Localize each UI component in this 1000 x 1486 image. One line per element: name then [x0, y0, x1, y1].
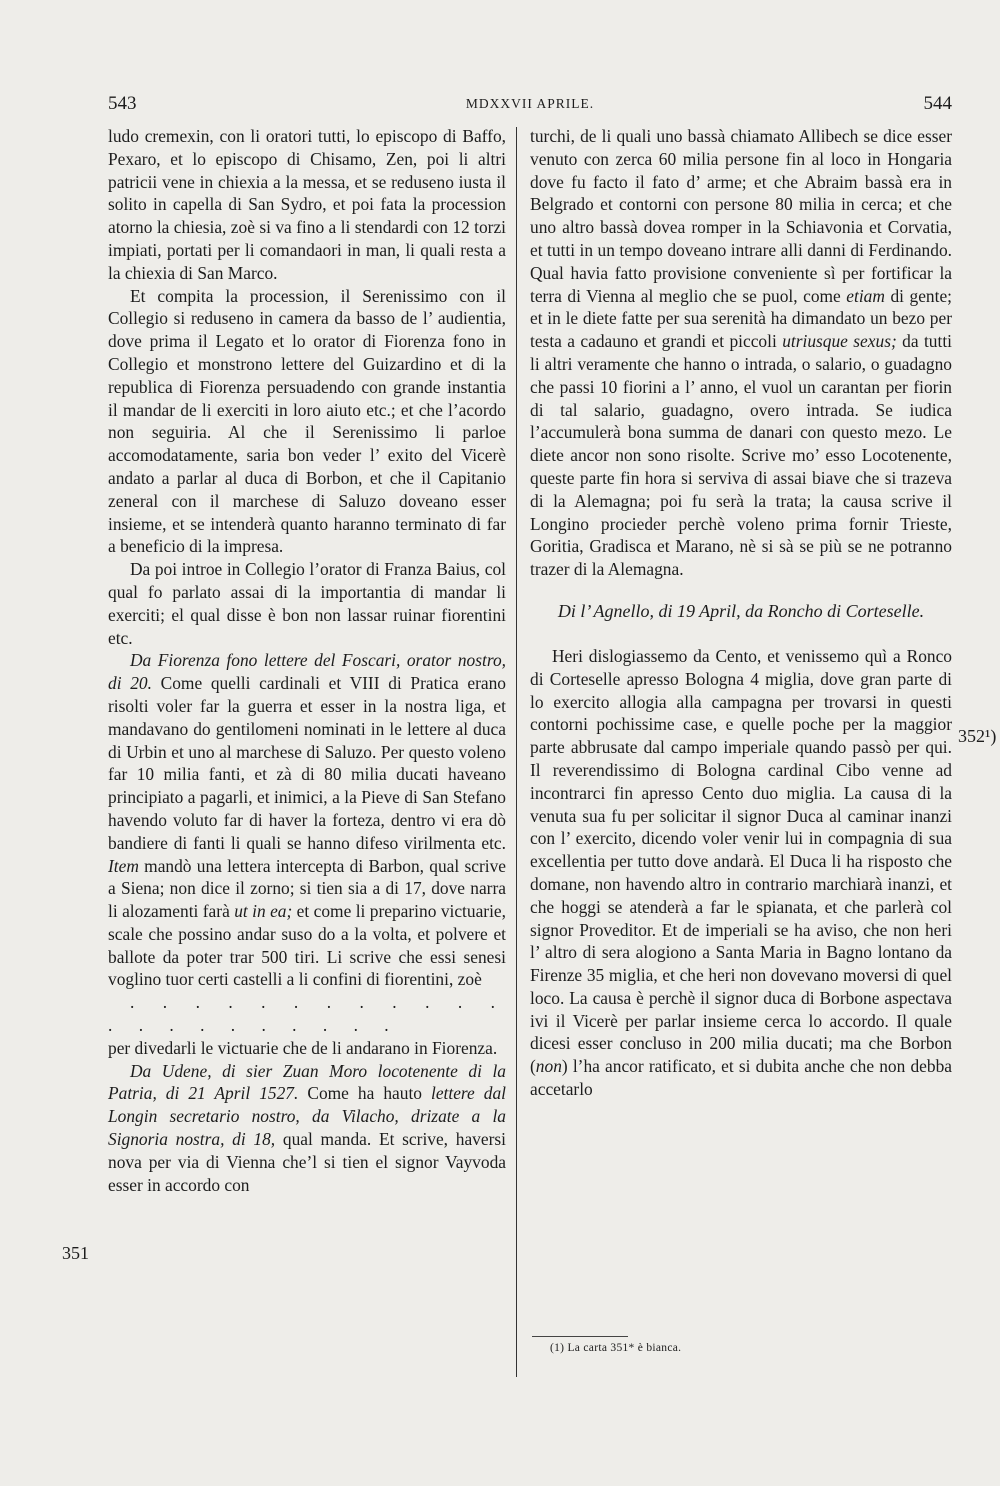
ellipsis-dots: . . . . . . . . . . . . . . . . . . . . . .	[108, 992, 506, 1036]
section-heading: Di l’ Agnello, di 19 April, da Roncho di Corteselle.	[557, 600, 925, 621]
italic-heading: Da Udene, di sier Zuan Moro locotenente di la Patria, di 21 April 1527.	[108, 1060, 506, 1104]
paragraph: per divedarli le victuarie che de li andarano in Fiorenza.	[108, 1037, 498, 1058]
italic-term: Item	[108, 855, 139, 876]
footnote-rule	[532, 1336, 628, 1337]
italic-term: non	[535, 1056, 562, 1077]
page-number-right: 544	[923, 93, 952, 114]
paragraph: ludo cremexin, con li oratori tutti, lo episcopo di Baffo, Pexaro, et lo episcopo di Chisamo, Zen, poi li altri patricii vene in chiexia a la messa, et se reduseno iusta il solito in capella di San Sydro, et poi fata la procession atorno la chiesia, zoè si va fino a li stendardi con 12 torzi impiati, portati per li comandaori in man, li quali resta a la chiexia di San Marco.	[108, 126, 506, 283]
footnote: (1) La carta 351* è bianca.	[550, 1342, 682, 1354]
text-run: qual manda. Et scrive, haversi nova per via di Vienna che’l si tien el signor Vayvoda esser in accordo con	[108, 1129, 506, 1195]
text-run: mandò una lettera intercepta di Barbon, qual scrive a Siena; non dice il zorno; si tien sia a di 17, dove narra li alozamenti farà	[108, 855, 506, 922]
italic-term: lettere dal Longin secretario nostro, da Vilacho, drizate a la Signoria nostra, di 18,	[108, 1083, 507, 1150]
paragraph	[530, 645, 952, 1101]
text-run: turchi, de li quali uno bassà chiamato Allibech se dice esser venuto con zerca 60 milia persone fin al loco in Hongaria dove fu facto il fato d’ arme; et che Abraim bassà era in Belgrado et contorni con persone 80 milia in cerca; et che uno altro bassà dovea romper in la Schiavonia et Corvatia, et tutti in un tempo doveano intrare alli danni di Ferdinando. Qual havia fatto provisione conveniente sì per fortificar la terra di Vienna al meglio che se puol, come	[530, 126, 952, 306]
italic-term: etiam	[846, 285, 885, 306]
column-divider	[516, 127, 517, 1377]
page-number-left: 543	[108, 93, 137, 114]
page-header	[108, 93, 952, 119]
paragraph	[108, 1060, 506, 1197]
margin-number-left: 351	[62, 1243, 89, 1263]
italic-term: ut in ea;	[234, 901, 293, 922]
paragraph	[530, 125, 952, 581]
text-run: et come li preparino victuarie, scale che possino andar suso do a la volta, et polvere et ballote da poter trar 500 tiri. Li scrive che essi senesi voglino tuor certi castelli a li confini di fiorentini, zoè	[108, 901, 506, 990]
text-run: Come quelli cardinali et VIII di Pratica erano risolti voler far la guerra et esser in la nostra liga, et mandavano do gentilomeni nominati in le lettere al duca di Urbin et uno al marchese di Saluzo. Per questo voleno far 10 milia fanti, et zà di 80 milia ducati haveano principiato a pagarli, et inimici, a la Pieve di San Stefano havendo voluto far di haver la forteza, dentro vi era dò bandiere di fanti li quali se hanno difeso virilmenta etc.	[108, 673, 506, 853]
left-column	[108, 125, 506, 1196]
right-column	[530, 125, 952, 1101]
paragraph: Da poi introe in Collegio l’orator di Franza Baius, col qual fo parlato assai di la importantia di mandar li exerciti; el qual disse è bon non lassar ruinar fiorentini etc.	[108, 559, 506, 648]
paragraph: Et compita la procession, il Serenissimo con il Collegio si reduseno in camera da basso de l’ audientia, dove prima il Legato et lo orator di Fiorenza fono in Collegio et monstrono lettere del Guizardino et di la republica di Fiorenza persuadendo con grande instantia il mandar de li exerciti in loro aiuto etc.; et che l’acordo non seguiria. Al che il Serenissimo li parloe accomodatamente, saria bon veder l’ exito del Vicerè andato a parlar al duca di Borbon, et che il Capitanio zeneral con il marchese di Saluzo doveano esser insieme, et se intenderà quanto haranno terminato di far a beneficio di la impresa.	[108, 285, 506, 557]
italic-term: utriusque sexus;	[782, 331, 897, 352]
text-run: Come ha hauto	[298, 1083, 431, 1104]
running-title: MDXXVII APRILE.	[465, 96, 595, 111]
text-run: ) l’ha ancor ratificato, et si dubita anche che non debba accetarlo	[530, 1056, 952, 1100]
italic-heading: Da Fiorenza fono lettere del Foscari, orator nostro, di 20.	[108, 650, 506, 694]
text-run: di gente; et in le diete fatte per sua serenità ha dimandato un bezo per testa a cadauno et grandi et piccoli	[530, 285, 952, 352]
text-run: da tutti li altri veramente che hanno o intrada, o salario, o guadagno che passi 10 fiorini a l’ anno, el vuol un carantan per fiorin di tal salario, guadagno, overo intrada. Se iudica l’accumulerà bona summa de danari con questo mezo. Le diete ancor non sono risolte. Scrive mo’ esso Locotenente, queste parte fin hora si serviva di assai biave che si trazeva di la Alemagna; poi fu serà la trata; la causa scrive il Longino procieder perchè voleno prima fornir Trieste, Goritia, Gradisca et Marano, nè si sà se più se ne potranno trazer di la Alemagna.	[530, 331, 952, 580]
text-run: Heri dislogiassemo da Cento, et venissemo quì a Ronco di Corteselle apresso Bologna 4 miglia, dove gran parte di lo exercito allogia alla campagna per trovarsi in questi contorni pochissime case, e quelle poche per la maggior parte abbrusate dal campo imperiale quando passò per qui. Il reverendissimo di Bologna cardinal Cibo venne ad incontrarci fin apresso Cento duo miglia. La causa di la venuta sua fu per solicitar il signor Duca al caminar inanzi con l’ exercito, dicendo voler venir lui in compagnia di sua excellentia per tutto dove andarà. El Duca li ha risposto che domane, non havendo altro in contrario marchiarà inanzi, et che hoggi se atenderà a far le spianata, et che parlerà col signor Proveditor. Et de imperiali se ha aviso, che non heri l’ altro di sera alogiono a Santa Maria in Bagno lontano da Firenze 35 miglia, et che heri non dovevano moversi di quel loco. La causa è perchè il signor duca di Borbone aspectava ivi il Vicerè per parlar insieme cerca lo accordo. Il quale dicesi esser concluso in 200 milia ducati; ma che Borbon (	[530, 645, 952, 1077]
paragraph	[108, 649, 506, 991]
margin-number-right: 352¹)	[958, 726, 997, 746]
